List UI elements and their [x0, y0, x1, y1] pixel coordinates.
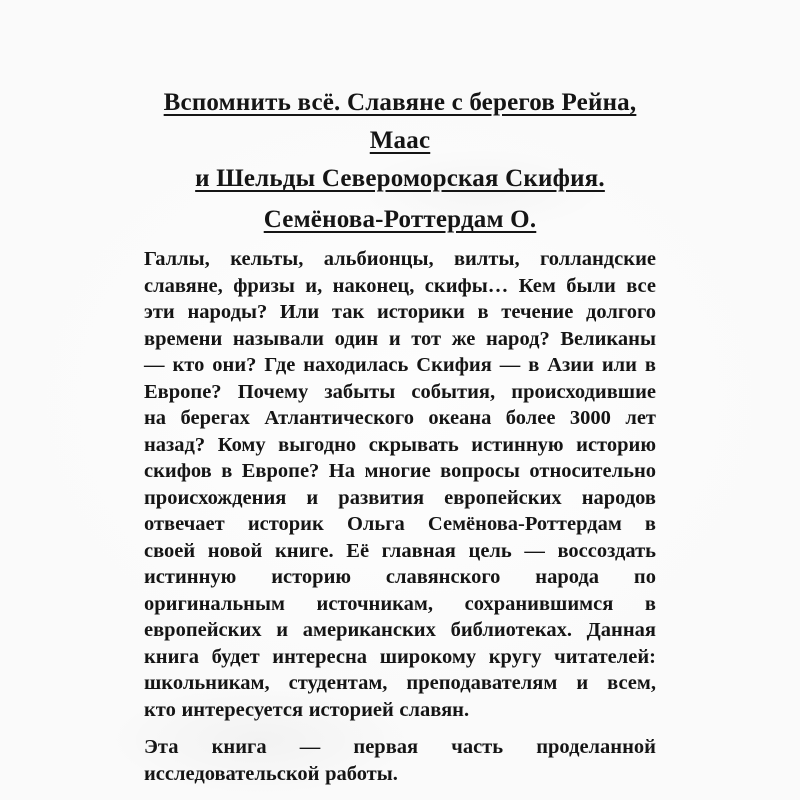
book-title-line-2: и Шельды Североморская Скифия. — [195, 165, 605, 192]
paragraph-line: книга будет интересна широкому кругу читателей: — [144, 645, 656, 668]
paragraph-line: кто интересуется историей славян. — [144, 698, 470, 721]
annotation-content — [144, 0, 656, 787]
paragraph-line: славяне, фризы и, наконец, скифы… Кем были все — [144, 274, 656, 297]
annotation-paragraph — [144, 246, 656, 723]
paragraph-line: Эта книга — первая часть проделанной — [144, 736, 656, 758]
paragraph-line: назад? Кому выгодно скрывать истинную историю — [144, 433, 656, 456]
book-title — [144, 84, 656, 198]
paragraph-line: школьникам, студентам, преподавателям и всем, — [144, 672, 656, 694]
paragraph-line: Европе? Почему забыты события, происходившие — [144, 380, 656, 403]
paragraph-line: времени называли один и тот же народ? Великаны — [144, 327, 656, 350]
author-heading: Семёнова-Роттердам О. — [263, 206, 537, 233]
paragraph-line: происхождения и развития европейских народов — [144, 486, 656, 509]
paragraph-line: эти народы? Или так историки в течение долгого — [144, 301, 656, 323]
paragraph-line: европейских и американских библиотеках. Данная — [144, 619, 656, 641]
book-title-line-1: Вспомнить всё. Славяне с берегов Рейна, Маас — [163, 89, 637, 154]
annotation-paragraph — [144, 734, 656, 787]
paragraph-line: оригинальным источникам, сохранившимся в — [144, 592, 656, 615]
paragraph-line: своей новой книге. Её главная цель — воссоздать — [144, 539, 656, 562]
paragraph-line: — кто они? Где находилась Скифия — в Азии или в — [144, 354, 656, 376]
paragraph-line: отвечает историк Ольга Семёнова-Роттердам в — [144, 513, 656, 535]
paragraph-line: на берегах Атлантического океана более 3000 лет — [144, 407, 656, 429]
paragraph-line: исследовательской работы. — [144, 762, 398, 785]
paragraph-line: Галлы, кельты, альбионцы, вилты, голландские — [144, 248, 656, 270]
paragraph-line: скифов в Европе? На многие вопросы относительно — [144, 460, 656, 482]
paragraph-line: истинную историю славянского народа по — [144, 566, 656, 588]
